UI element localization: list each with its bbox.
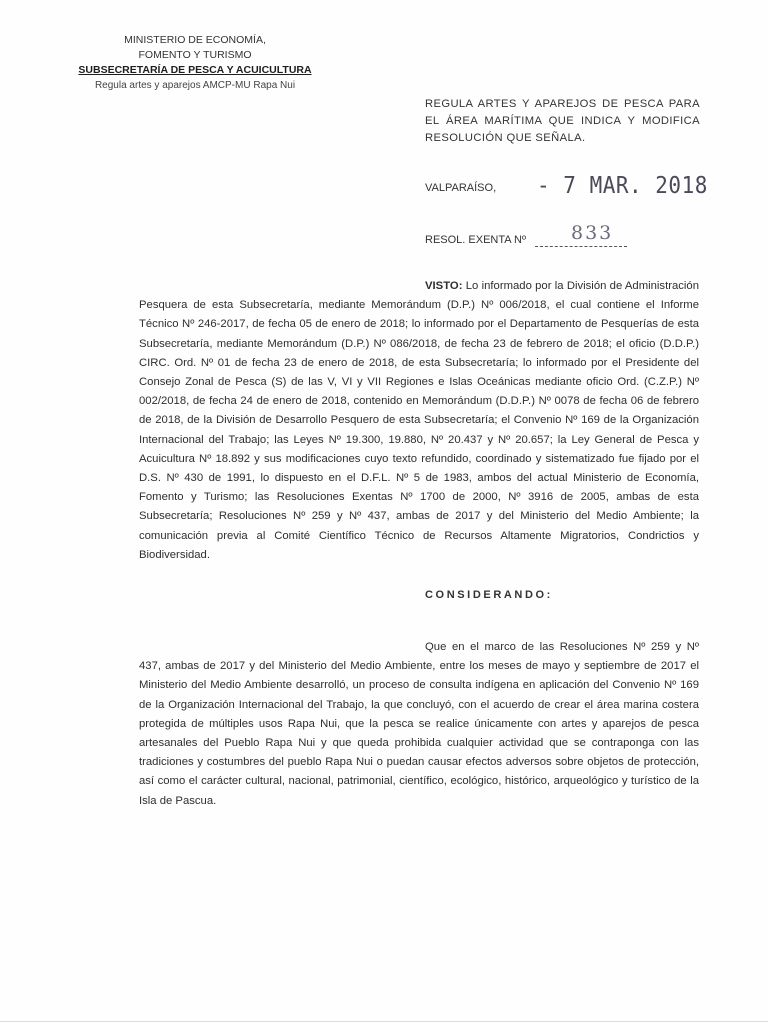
page-bottom-edge [0, 1021, 768, 1022]
document-reference: Regula artes y aparejos AMCP-MU Rapa Nui [94, 80, 296, 91]
ministry-name: MINISTERIO DE ECONOMÍA, [124, 34, 266, 46]
date-stamp: - 7 MAR. 2018 [537, 172, 708, 199]
date-label: VALPARAÍSO, [425, 182, 497, 194]
letterhead [60, 33, 330, 93]
resolution-number-line [535, 246, 627, 247]
visto-heading: VISTO: [425, 280, 463, 292]
resolution-number: 833 [571, 222, 614, 244]
resolution-number-label: RESOL. EXENTA Nº [425, 234, 527, 246]
resolution-subject: REGULA ARTES Y APAREJOS DE PESCA PARA EL ÁREA MARÍTIMA QUE INDICA Y MODIFICA RESOLUCIÓN QUE SEÑALA. [425, 98, 700, 144]
date-row [425, 172, 725, 202]
ministry-name-cont: FOMENTO Y TURISMO [138, 49, 252, 61]
considerando-heading: CONSIDERANDO: [425, 589, 553, 601]
resolution-number-row [425, 222, 725, 252]
visto-paragraph [139, 277, 699, 565]
considerando-paragraph: Que en el marco de las Resoluciones Nº 259 y Nº 437, ambas de 2017 y del Ministerio del Medio Ambiente, entre los meses de mayo y septiembre de 2017 el Ministerio del Medio Ambiente desarrolló, un proceso de consulta indígena en aplicación del Convenio Nº 169 de la Organización Internacional del Trabajo, la que concluyó, con el acuerdo de crear el área marina costera protegida de múltiples usos Rapa Nui, que la pesca se realice únicamente con artes y aparejos de pesca artesanales del Pueblo Rapa Nui y que queda prohibida cualquier actividad que se contraponga con las tradiciones y costumbres del pueblo Rapa Nui o puedan causar efectos adversos sobre objetos de protección, así como el carácter cultural, nacional, patrimonial, científico, ecológico, histórico, arqueológico y turístico de la Isla de Pascua. [139, 641, 699, 807]
subsecretaria-name: SUBSECRETARÍA DE PESCA Y ACUICULTURA [78, 64, 312, 76]
visto-text: Lo informado por la División de Administración Pesquera de esta Subsecretaría, mediante Memorándum (D.P.) Nº 006/2018, el cual contiene el Informe Técnico Nº 246-2017, de fecha 05 de enero de 2018; lo informado por el Departamento de Pesquerías de esta Subsecretaría, mediante Memorándum (D.P.) Nº 086/2018, de fecha 23 de febrero de 2018; el oficio (D.D.P.) CIRC. Ord. Nº 01 de fecha 23 de enero de 2018, de esta Subsecretaría; lo informado por el Presidente del Consejo Zonal de Pesca (S) de las V, VI y VII Regiones e Islas Oceánicas mediante oficio Ord. (C.Z.P.) Nº 002/2018, de fecha 24 de enero de 2018, contenido en Memorándum (D.D.P.) Nº 0078 de fecha 06 de febrero de 2018, de la División de Desarrollo Pesquero de esta Subsecretaría; el Convenio Nº 169 de la Organización Internacional del Trabajo; las Leyes Nº 19.300, 19.880, Nº 20.437 y Nº 20.657; la Ley General de Pesca y Acuicultura Nº 18.892 y sus modificaciones cuyo texto refundido, coordinado y sistematizado fue fijado por el D.S. Nº 430 de 1991, lo dispuesto en el D.F.L. Nº 5 de 1983, ambos del actual Ministerio de Economía, Fomento y Turismo; las Resoluciones Exentas Nº 1700 de 2000, Nº 3916 de 2005, ambas de esta Subsecretaría; Resoluciones Nº 259 y Nº 437, ambas de 2017 y del Ministerio del Medio Ambiente; la comunicación previa al Comité Científico Técnico de Recursos Altamente Migratorios, Condrictios y Biodiversidad. [139, 280, 699, 561]
